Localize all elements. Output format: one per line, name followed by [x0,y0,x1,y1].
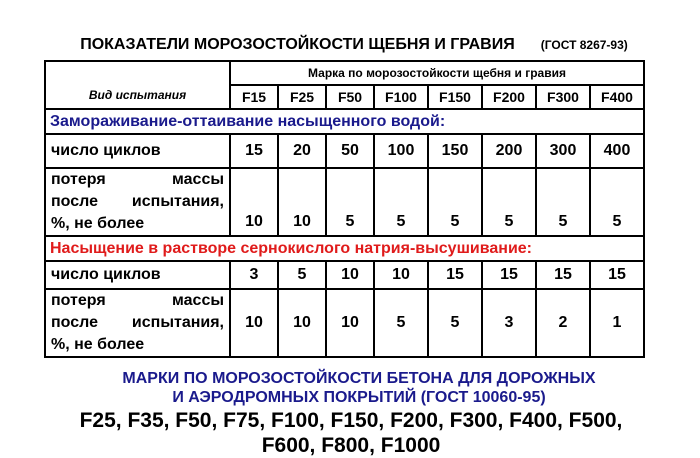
value-cell: 400 [590,134,644,168]
value-cell: 5 [374,168,428,236]
value-cell: 15 [590,261,644,289]
table-row [45,168,644,236]
title-gost-reference: (ГОСТ 8267-93) [540,38,628,52]
value-cell: 5 [428,289,482,357]
row-label-word: испытания, [131,314,224,331]
row-label-mass-loss [45,168,230,236]
grade-header-cell: F200 [482,85,536,109]
value-cell: 10 [278,168,326,236]
grade-group-header: Марка по морозостойкости щебня и гравия [230,61,644,85]
row-label-word: испытания, [131,193,224,210]
value-cell: 15 [230,134,278,168]
row-label-cycles [45,261,230,289]
section-row-sulfate [45,236,644,261]
value-cell: 200 [482,134,536,168]
value-cell: 5 [374,289,428,357]
row-label-line [51,169,224,191]
value-cell: 10 [278,289,326,357]
page-title [0,36,700,56]
row-label-word: потеря [51,171,106,188]
value-cell: 10 [230,168,278,236]
value-cell: 150 [428,134,482,168]
section-row-freeze-thaw [45,109,644,134]
value-cell: 1 [590,289,644,357]
value-cell: 50 [326,134,374,168]
value-cell: 2 [536,289,590,357]
table-row [45,261,644,289]
table-row [45,134,644,168]
value-cell: 10 [230,289,278,357]
value-cell: 300 [536,134,590,168]
value-cell: 3 [482,289,536,357]
row-label-word: после [51,314,98,331]
row-label-line: %, не более [51,215,145,232]
value-cell: 5 [482,168,536,236]
frost-resistance-table [44,60,645,358]
value-cell: 5 [278,261,326,289]
row-label-line [51,290,224,312]
header-row-1 [45,61,644,85]
row-label-line [51,191,224,213]
title-main: ПОКАЗАТЕЛИ МОРОЗОСТОЙКОСТИ ЩЕБНЯ И ГРАВИЯ [80,36,515,53]
value-cell: 10 [326,289,374,357]
value-cell: 10 [374,261,428,289]
row-label-mass-loss [45,289,230,357]
grade-header-cell: F300 [536,85,590,109]
test-type-header: Вид испытания [45,61,230,109]
section-title-sulfate: Насыщение в растворе сернокислого натрия-высушивание: [45,236,644,261]
row-label-line [51,312,224,334]
grade-header-cell: F400 [590,85,644,109]
value-cell: 100 [374,134,428,168]
table-row [45,289,644,357]
concrete-title-line-2: И АЭРОДРОМНЫХ ПОКРЫТИЙ (ГОСТ 10060-95) [172,389,546,406]
value-cell: 10 [326,261,374,289]
value-cell: 5 [326,168,374,236]
value-cell: 15 [482,261,536,289]
concrete-grades-list [0,408,700,458]
value-cell: 3 [230,261,278,289]
value-cell: 15 [536,261,590,289]
grade-header-cell: F15 [230,85,278,109]
concrete-grades-line-1: F25, F35, F50, F75, F100, F150, F200, F300, F400, F500, [79,409,623,432]
row-label-text: число циклов [51,266,161,283]
row-label-word: массы [172,171,224,188]
row-label-cycles [45,134,230,168]
value-cell: 5 [590,168,644,236]
concrete-section-title [0,369,700,407]
section-title-freeze-thaw: Замораживание-оттаивание насыщенного водой: [45,109,644,134]
concrete-title-line-1: МАРКИ ПО МОРОЗОСТОЙКОСТИ БЕТОНА ДЛЯ ДОРОЖНЫХ [122,370,596,387]
value-cell: 15 [428,261,482,289]
row-label-line: %, не более [51,336,145,353]
concrete-grades-line-2: F600, F800, F1000 [261,434,441,457]
value-cell: 5 [536,168,590,236]
row-label-word: массы [172,292,224,309]
value-cell: 5 [428,168,482,236]
grade-header-cell: F150 [428,85,482,109]
row-label-word: после [51,193,98,210]
grade-header-cell: F100 [374,85,428,109]
row-label-word: потеря [51,292,106,309]
grade-header-cell: F50 [326,85,374,109]
value-cell: 20 [278,134,326,168]
grade-header-cell: F25 [278,85,326,109]
row-label-text: число циклов [51,142,161,159]
